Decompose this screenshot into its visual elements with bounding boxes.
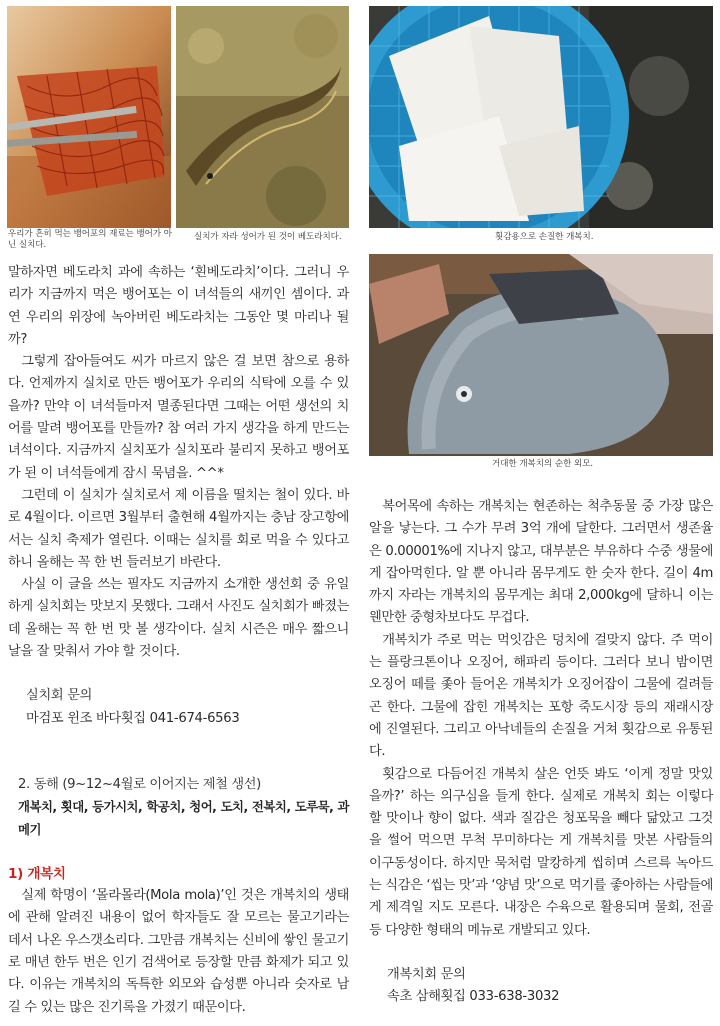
right-paragraph-2: 개복치가 주로 먹는 먹잇감은 덩치에 걸맞지 않다. 주 먹이는 플랑크톤이나 오징어, 해파리 등이다. 그러다 보니 밤이면 오징어 떼를 좇아 들어온 개복치가 오징어잡이 그물에 걸려들곤 한다. 그물에 잡힌 개복치는 포항 죽도시장 등의 재래시장에 진열된다. 그리고 아낙네들의 손질을 거쳐 횟감으로 유통된다.	[369, 632, 713, 760]
left-paragraph-1: 말하자면 베도라치 과에 속하는 ‘흰베도라치’이다. 그러니 우리가 지금까지 먹은 뱅어포는 이 녀석들의 새끼인 셈이다. 과연 우리의 위장에 녹아버린 베도라치는 그동안 몇 마리나 될까?	[8, 265, 349, 347]
section-title-donghae: 2. 동해 (9~12~4월로 이어지는 제철 생선)	[18, 776, 261, 792]
gaebokchi-inquiry-label: 개복치회 문의	[387, 966, 466, 982]
sliced-sunfish-photo	[369, 6, 713, 228]
silchi-inquiry-label: 실치회 문의	[26, 688, 93, 704]
left-paragraph-5: 실제 학명이 ‘몰라몰라(Mola mola)’인 것은 개복치의 생태에 관해 알려진 내용이 없어 학자들도 잘 모르는 물고기라는 데서 나온 우스갯소리다. 그만큼 개복치는 신비에 쌓인 물고기로 매년 한두 번은 인기 검색어로 등장할 만큼 화제가 되고 있다. 이유는 개복치의 독특한 외모와 습성뿐 아니라 숫자로 남길 수 있는 많은 진기록을 가졌기 때문이다.	[8, 888, 349, 1015]
sliced-caption: 횟감용으로 손질한 개복치.	[495, 232, 594, 242]
whole-sunfish-photo	[369, 254, 713, 456]
left-paragraph-3: 그런데 이 실치가 실치로서 제 이름을 떨치는 철이 있다. 바로 4월이다. 이르면 3월부터 출현해 4월까지는 충남 장고항에서는 실치 축제가 열린다. 이때는 실치를 회로 먹을 수 있다고 하니 올해는 꼭 한 번 들러보기 바란다.	[8, 487, 349, 570]
left-column	[8, 262, 349, 1019]
eel-photo	[176, 6, 349, 228]
bugeopo-caption: 우리가 흔히 먹는 뱅어포의 재료는 뱅어가 아닌 실치다.	[8, 229, 173, 250]
sunfish-caption: 거대한 개복치의 순한 외모.	[492, 459, 594, 469]
bugeopo-photo	[7, 6, 171, 228]
subheading-gaebokchi: 1) 개복치	[8, 865, 66, 882]
right-paragraph-1: 복어목에 속하는 개복치는 현존하는 척추동물 중 가장 많은 알을 낳는다. 그 수가 무려 3억 개에 달한다. 그러면서 생존율은 0.00001%에 지나지 않고, 대부분은 부유하다 수중 생물에게 잡아먹힌다. 알 뿐 아니라 몸무게도 한 숫자 한다. 길이 4m까지 자라는 개복치의 몸무게는 최대 2,000kg에 달하니 이는 웬만한 중형차보다도 무겁다.	[369, 499, 713, 626]
gaebokchi-inquiry-contact: 속초 삼해횟집 033-638-3032	[387, 989, 560, 1005]
eel-caption: 실치가 자라 성어가 된 것이 베도라치다.	[194, 232, 342, 242]
left-paragraph-4: 사실 이 글을 쓰는 필자도 지금까지 소개한 생선회 중 유일하게 실치회는 맛보지 못했다. 그래서 사진도 실치회가 빠졌는데 올해는 꼭 한 번 맛 볼 생각이다. 실치 시즌은 매우 짧으니 날을 잘 맞춰서 가야 할 것이다.	[8, 577, 349, 660]
right-paragraph-3: 횟감으로 다듬어진 개복치 살은 언뜻 봐도 ‘이게 정말 맛있을까?’ 하는 의구심을 들게 한다. 실제로 개복치 회는 이렇다 할 맛이나 향이 없다. 색과 질감은 청포묵을 빼다 닮았고 그것을 썰어 먹으면 무척 무미하다는 게 개복치를 맛본 사람들의 이구동성이다. 하지만 묵처럼 말캉하게 씹히며 스르륵 녹아드는 식감은 ‘씹는 맛’과 ‘양념 맛’으로 먹기를 좋아하는 사람들에게 제격일 지도 모른다. 내장은 수육으로 활용되며 물회, 전골 등 다양한 형태의 메뉴로 개발되고 있다.	[369, 766, 713, 938]
section-fish-list: 개복치, 횟대, 등가시치, 학공치, 청어, 도치, 전복치, 도루묵, 과메기	[18, 799, 349, 837]
silchi-inquiry-contact: 마검포 윈조 바다횟집 041-674-6563	[26, 710, 240, 726]
left-paragraph-2: 그렇게 잡아들여도 씨가 마르지 않은 걸 보면 참으로 용하다. 언제까지 실치로 만든 뱅어포가 우리의 식탁에 오를 수 있을까? 만약 이 녀석들마저 멸종된다면 그때는 어떤 생선의 치어를 말려 뱅어포를 만들까? 참 여러 가지 생각을 하게 만드는 녀석이다. 지금까지 실치포가 실치포라 불리지 못하고 뱅어포가 된 이 녀석들에게 잠시 묵념을. ^^*	[8, 354, 349, 481]
right-column	[369, 496, 713, 1009]
